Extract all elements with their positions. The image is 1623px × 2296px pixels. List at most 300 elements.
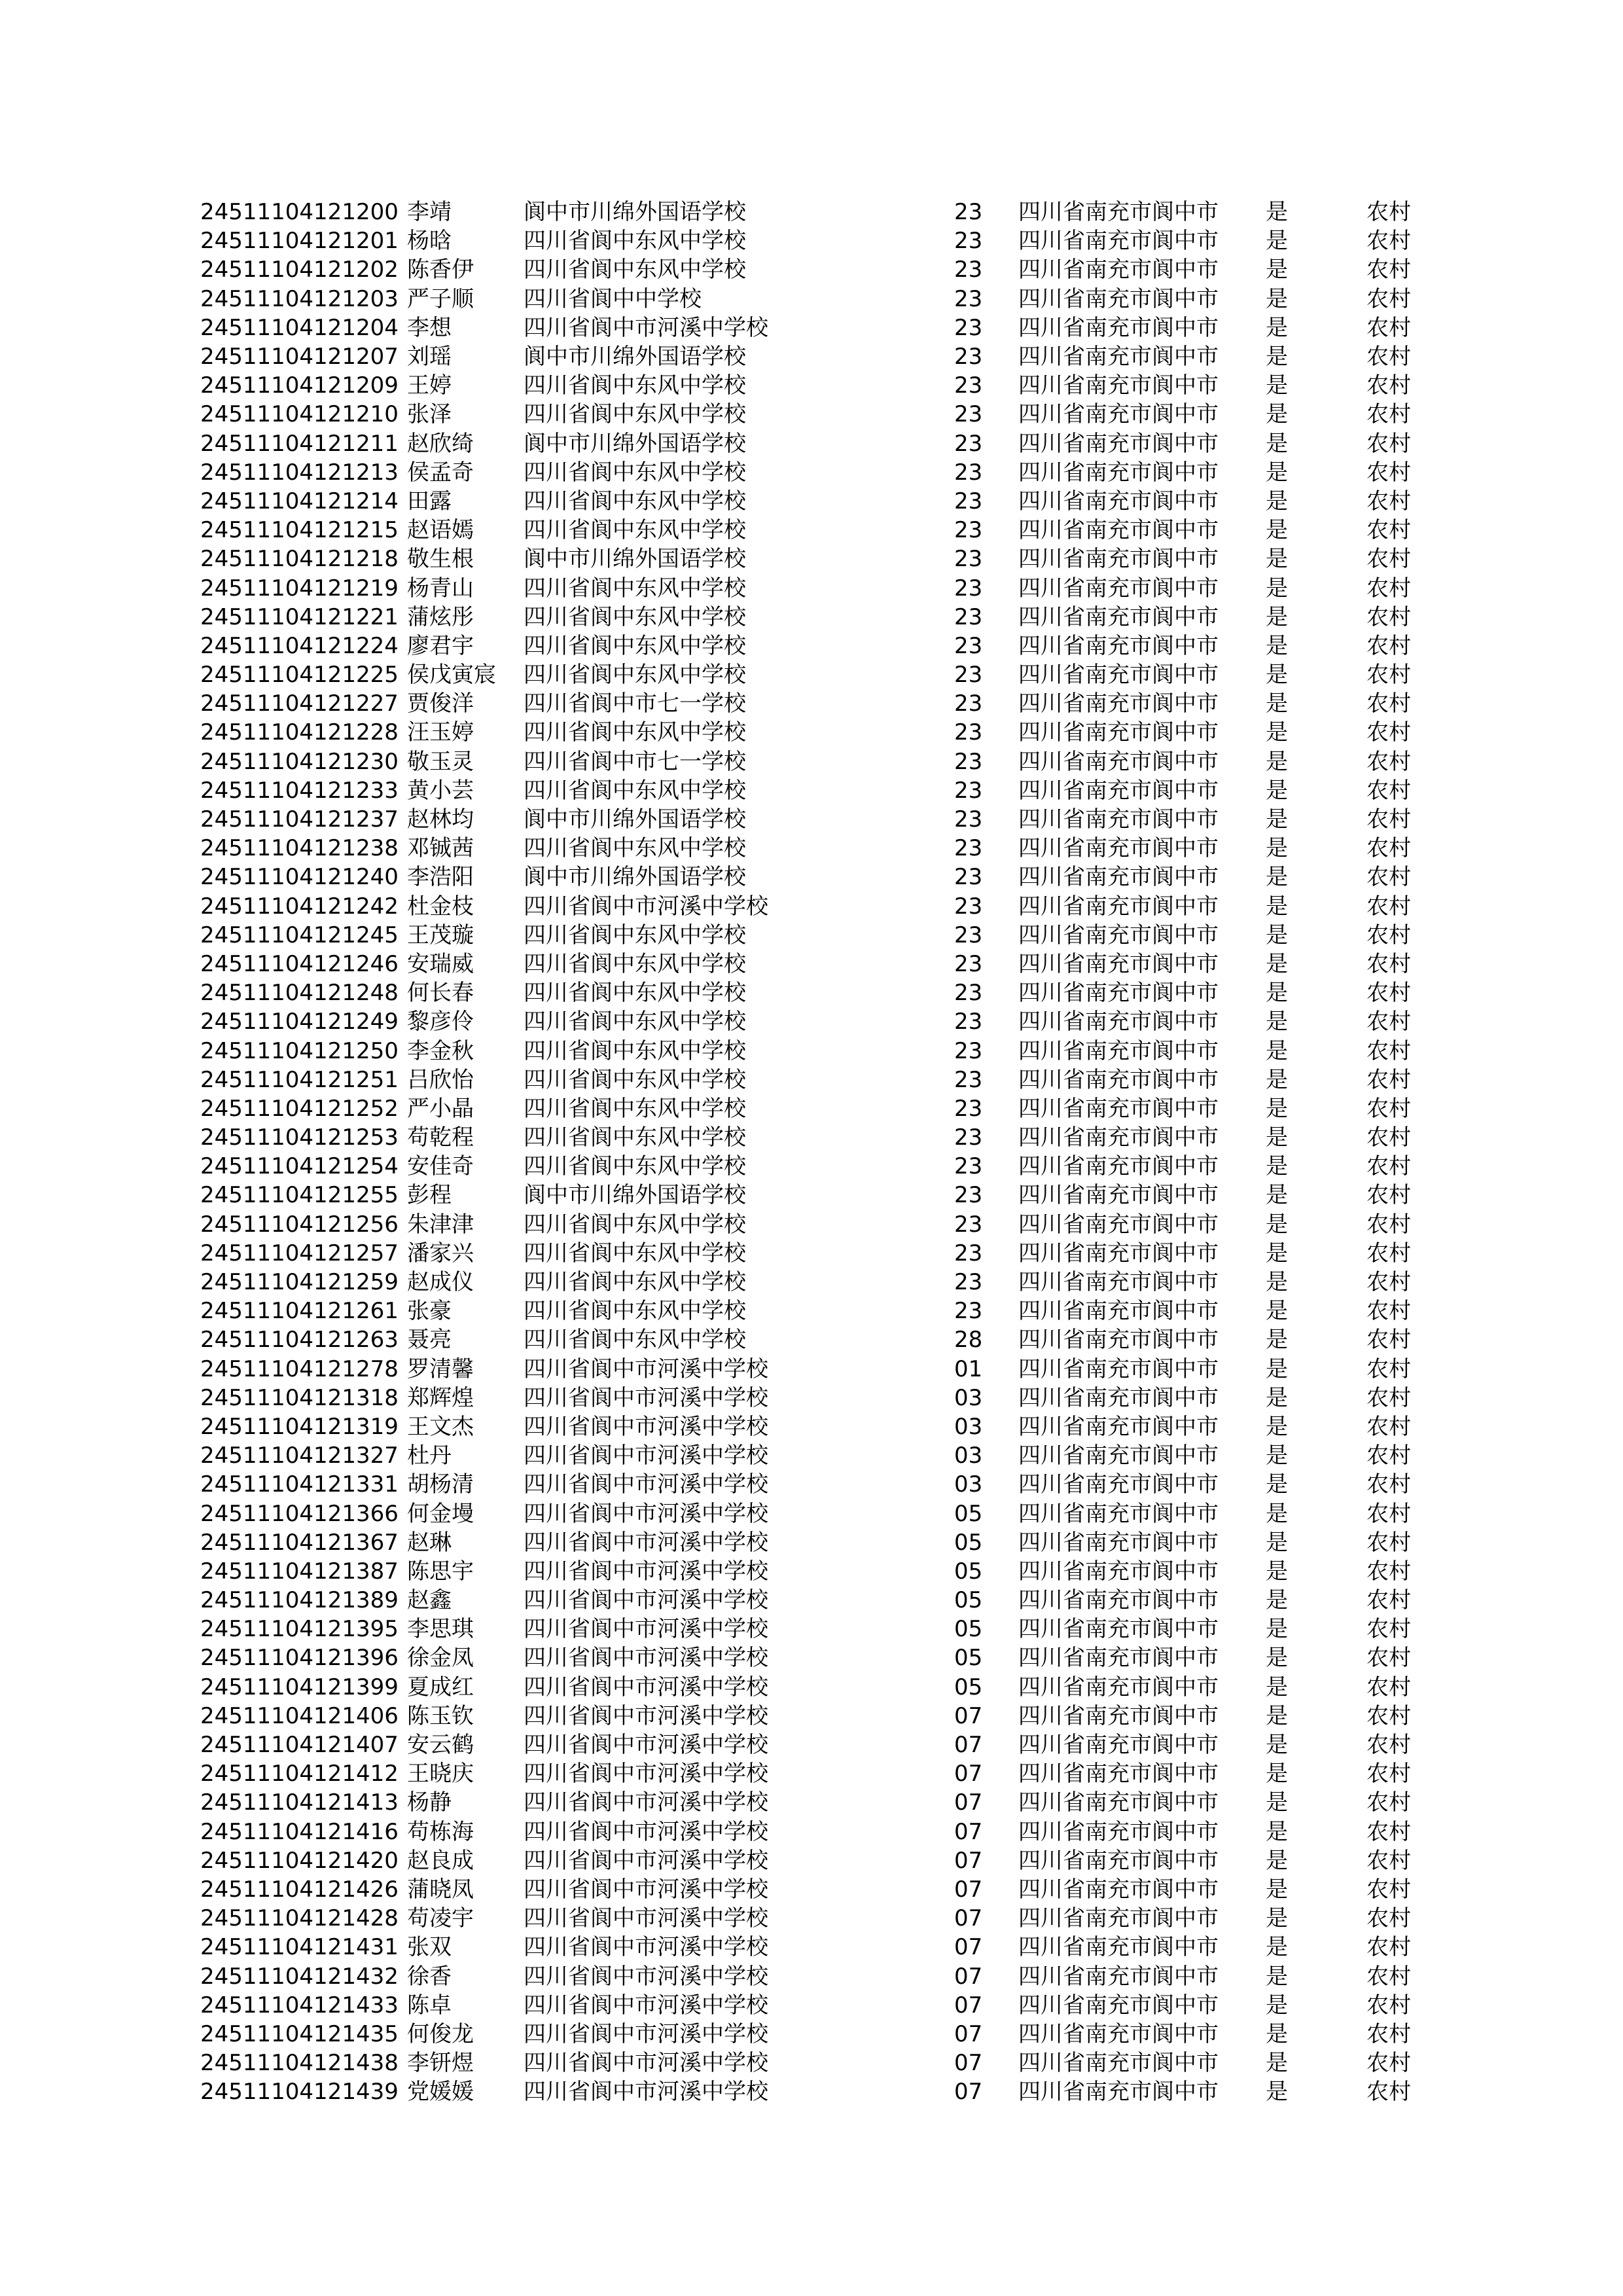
student-name-cell: 侯戊寅宸 [407, 662, 496, 689]
exam-number-cell: 24511104121200 [200, 199, 399, 226]
code-cell: 23 [954, 575, 983, 601]
area-type-cell: 农村 [1366, 1182, 1411, 1209]
student-name-cell: 李思琪 [407, 1616, 474, 1643]
region-cell: 四川省南充市阆中市 [1018, 1153, 1219, 1180]
code-cell: 23 [954, 922, 983, 948]
exam-number-cell: 24511104121214 [200, 488, 399, 514]
table-row [200, 834, 1432, 863]
flag-cell: 是 [1266, 257, 1288, 283]
table-row [200, 718, 1432, 747]
flag-cell: 是 [1266, 1066, 1288, 1093]
exam-number-cell: 24511104121251 [200, 1066, 399, 1093]
school-cell: 阆中市川绵外国语学校 [524, 344, 746, 370]
table-row [200, 573, 1432, 602]
student-name-cell: 安佳奇 [407, 1153, 474, 1180]
student-name-cell: 李金秋 [407, 1037, 474, 1064]
code-cell: 23 [954, 314, 983, 341]
code-cell: 23 [954, 632, 983, 659]
exam-number-cell: 24511104121406 [200, 1702, 399, 1729]
code-cell: 23 [954, 372, 983, 399]
flag-cell: 是 [1266, 1413, 1288, 1440]
region-cell: 四川省南充市阆中市 [1018, 401, 1219, 428]
student-name-cell: 陈玉钦 [407, 1702, 474, 1729]
school-cell: 四川省阆中中学校 [524, 285, 702, 312]
exam-number-cell: 24511104121412 [200, 1761, 399, 1787]
region-cell: 四川省南充市阆中市 [1018, 1934, 1219, 1961]
code-cell: 23 [954, 691, 983, 717]
area-type-cell: 农村 [1366, 488, 1411, 514]
region-cell: 四川省南充市阆中市 [1018, 1269, 1219, 1296]
student-name-cell: 张泽 [407, 401, 452, 428]
flag-cell: 是 [1266, 1732, 1288, 1759]
area-type-cell: 农村 [1366, 1066, 1411, 1093]
roster-body [200, 198, 1432, 2106]
school-cell: 四川省阆中市河溪中学校 [524, 1761, 768, 1787]
region-cell: 四川省南充市阆中市 [1018, 1211, 1219, 1238]
flag-cell: 是 [1266, 575, 1288, 601]
flag-cell: 是 [1266, 806, 1288, 833]
area-type-cell: 农村 [1366, 1009, 1411, 1035]
school-cell: 四川省阆中东风中学校 [524, 372, 746, 399]
area-type-cell: 农村 [1366, 1384, 1411, 1411]
area-type-cell: 农村 [1366, 691, 1411, 717]
student-name-cell: 杨青山 [407, 575, 474, 601]
region-cell: 四川省南充市阆中市 [1018, 1702, 1219, 1729]
table-row [200, 863, 1432, 891]
code-cell: 23 [954, 546, 983, 573]
student-roster-table [200, 198, 1432, 2106]
region-cell: 四川省南充市阆中市 [1018, 748, 1219, 775]
code-cell: 07 [954, 2050, 983, 2077]
student-name-cell: 吕欣怡 [407, 1066, 474, 1093]
student-name-cell: 王晓庆 [407, 1761, 474, 1787]
exam-number-cell: 24511104121433 [200, 1992, 399, 2018]
region-cell: 四川省南充市阆中市 [1018, 1182, 1219, 1209]
exam-number-cell: 24511104121221 [200, 603, 399, 630]
region-cell: 四川省南充市阆中市 [1018, 1732, 1219, 1759]
table-row [200, 458, 1432, 487]
area-type-cell: 农村 [1366, 1095, 1411, 1122]
region-cell: 四川省南充市阆中市 [1018, 1761, 1219, 1787]
region-cell: 四川省南充市阆中市 [1018, 1789, 1219, 1816]
region-cell: 四川省南充市阆中市 [1018, 1616, 1219, 1643]
exam-number-cell: 24511104121255 [200, 1182, 399, 1209]
exam-number-cell: 24511104121389 [200, 1587, 399, 1614]
table-row [200, 805, 1432, 834]
code-cell: 23 [954, 980, 983, 1007]
school-cell: 四川省阆中东风中学校 [524, 835, 746, 862]
exam-number-cell: 24511104121209 [200, 372, 399, 399]
area-type-cell: 农村 [1366, 2079, 1411, 2106]
region-cell: 四川省南充市阆中市 [1018, 1674, 1219, 1700]
table-row [200, 1528, 1432, 1557]
area-type-cell: 农村 [1366, 344, 1411, 370]
school-cell: 四川省阆中东风中学校 [524, 1124, 746, 1151]
school-cell: 四川省阆中市河溪中学校 [524, 1645, 768, 1672]
school-cell: 四川省阆中市河溪中学校 [524, 2079, 768, 2106]
code-cell: 23 [954, 662, 983, 689]
table-row [200, 1731, 1432, 1759]
region-cell: 四川省南充市阆中市 [1018, 835, 1219, 862]
area-type-cell: 农村 [1366, 257, 1411, 283]
student-name-cell: 杜丹 [407, 1443, 452, 1469]
flag-cell: 是 [1266, 777, 1288, 804]
area-type-cell: 农村 [1366, 517, 1411, 544]
region-cell: 四川省南充市阆中市 [1018, 459, 1219, 486]
area-type-cell: 农村 [1366, 1153, 1411, 1180]
flag-cell: 是 [1266, 1645, 1288, 1672]
code-cell: 07 [954, 2020, 983, 2047]
flag-cell: 是 [1266, 1211, 1288, 1238]
region-cell: 四川省南充市阆中市 [1018, 546, 1219, 573]
table-row [200, 1933, 1432, 1962]
student-name-cell: 何俊龙 [407, 2020, 474, 2047]
flag-cell: 是 [1266, 980, 1288, 1007]
table-row [200, 1499, 1432, 1528]
code-cell: 23 [954, 719, 983, 746]
student-name-cell: 赵欣绮 [407, 430, 474, 457]
table-row [200, 1643, 1432, 1672]
code-cell: 07 [954, 1963, 983, 1990]
region-cell: 四川省南充市阆中市 [1018, 719, 1219, 746]
area-type-cell: 农村 [1366, 1876, 1411, 1903]
table-row [200, 1557, 1432, 1586]
region-cell: 四川省南充市阆中市 [1018, 285, 1219, 312]
student-name-cell: 杨晗 [407, 228, 452, 255]
code-cell: 23 [954, 228, 983, 255]
area-type-cell: 农村 [1366, 1355, 1411, 1382]
school-cell: 四川省阆中东风中学校 [524, 1327, 746, 1354]
school-cell: 四川省阆中市河溪中学校 [524, 1674, 768, 1700]
flag-cell: 是 [1266, 748, 1288, 775]
code-cell: 07 [954, 1761, 983, 1787]
student-name-cell: 陈思宇 [407, 1558, 474, 1585]
flag-cell: 是 [1266, 1298, 1288, 1325]
area-type-cell: 农村 [1366, 430, 1411, 457]
area-type-cell: 农村 [1366, 1471, 1411, 1498]
code-cell: 05 [954, 1500, 983, 1527]
student-name-cell: 彭程 [407, 1182, 452, 1209]
code-cell: 23 [954, 1124, 983, 1151]
exam-number-cell: 24511104121435 [200, 2020, 399, 2047]
student-name-cell: 何长春 [407, 980, 474, 1007]
exam-number-cell: 24511104121252 [200, 1095, 399, 1122]
code-cell: 23 [954, 1066, 983, 1093]
region-cell: 四川省南充市阆中市 [1018, 372, 1219, 399]
code-cell: 07 [954, 1934, 983, 1961]
region-cell: 四川省南充市阆中市 [1018, 777, 1219, 804]
school-cell: 四川省阆中东风中学校 [524, 950, 746, 977]
flag-cell: 是 [1266, 1240, 1288, 1266]
area-type-cell: 农村 [1366, 199, 1411, 226]
exam-number-cell: 24511104121261 [200, 1298, 399, 1325]
code-cell: 23 [954, 1009, 983, 1035]
student-name-cell: 蒲晓凤 [407, 1876, 474, 1903]
student-name-cell: 罗清馨 [407, 1355, 474, 1382]
code-cell: 23 [954, 1211, 983, 1238]
region-cell: 四川省南充市阆中市 [1018, 893, 1219, 920]
exam-number-cell: 24511104121396 [200, 1645, 399, 1672]
table-row [200, 400, 1432, 429]
flag-cell: 是 [1266, 1500, 1288, 1527]
code-cell: 23 [954, 1182, 983, 1209]
school-cell: 四川省阆中市河溪中学校 [524, 1471, 768, 1498]
region-cell: 四川省南充市阆中市 [1018, 257, 1219, 283]
school-cell: 四川省阆中东风中学校 [524, 1240, 746, 1266]
table-row [200, 1066, 1432, 1094]
student-name-cell: 刘瑶 [407, 344, 452, 370]
region-cell: 四川省南充市阆中市 [1018, 1471, 1219, 1498]
flag-cell: 是 [1266, 1847, 1288, 1874]
exam-number-cell: 24511104121319 [200, 1413, 399, 1440]
code-cell: 23 [954, 285, 983, 312]
area-type-cell: 农村 [1366, 632, 1411, 659]
flag-cell: 是 [1266, 1037, 1288, 1064]
region-cell: 四川省南充市阆中市 [1018, 1529, 1219, 1556]
code-cell: 23 [954, 199, 983, 226]
table-row [200, 1036, 1432, 1065]
exam-number-cell: 24511104121210 [200, 401, 399, 428]
table-row [200, 921, 1432, 950]
area-type-cell: 农村 [1366, 1298, 1411, 1325]
area-type-cell: 农村 [1366, 2020, 1411, 2047]
school-cell: 四川省阆中东风中学校 [524, 632, 746, 659]
code-cell: 28 [954, 1327, 983, 1354]
table-row [200, 1355, 1432, 1384]
area-type-cell: 农村 [1366, 1645, 1411, 1672]
school-cell: 四川省阆中市河溪中学校 [524, 1443, 768, 1469]
area-type-cell: 农村 [1366, 1558, 1411, 1585]
school-cell: 四川省阆中东风中学校 [524, 1066, 746, 1093]
region-cell: 四川省南充市阆中市 [1018, 1095, 1219, 1122]
table-row [200, 660, 1432, 689]
exam-number-cell: 24511104121204 [200, 314, 399, 341]
flag-cell: 是 [1266, 285, 1288, 312]
table-row [200, 1586, 1432, 1615]
exam-number-cell: 24511104121219 [200, 575, 399, 601]
area-type-cell: 农村 [1366, 285, 1411, 312]
code-cell: 05 [954, 1587, 983, 1614]
flag-cell: 是 [1266, 459, 1288, 486]
code-cell: 07 [954, 1992, 983, 2018]
region-cell: 四川省南充市阆中市 [1018, 199, 1219, 226]
student-name-cell: 赵语嫣 [407, 517, 474, 544]
code-cell: 23 [954, 864, 983, 891]
table-row [200, 1759, 1432, 1788]
table-row [200, 1673, 1432, 1702]
exam-number-cell: 24511104121431 [200, 1934, 399, 1961]
region-cell: 四川省南充市阆中市 [1018, 2050, 1219, 2077]
flag-cell: 是 [1266, 1963, 1288, 1990]
student-name-cell: 张双 [407, 1934, 452, 1961]
table-row [200, 2049, 1432, 2077]
student-name-cell: 胡杨清 [407, 1471, 474, 1498]
area-type-cell: 农村 [1366, 1037, 1411, 1064]
region-cell: 四川省南充市阆中市 [1018, 691, 1219, 717]
area-type-cell: 农村 [1366, 950, 1411, 977]
flag-cell: 是 [1266, 662, 1288, 689]
exam-number-cell: 24511104121203 [200, 285, 399, 312]
flag-cell: 是 [1266, 691, 1288, 717]
flag-cell: 是 [1266, 1934, 1288, 1961]
code-cell: 07 [954, 1789, 983, 1816]
school-cell: 四川省阆中市河溪中学校 [524, 1702, 768, 1729]
region-cell: 四川省南充市阆中市 [1018, 662, 1219, 689]
table-row [200, 1007, 1432, 1036]
region-cell: 四川省南充市阆中市 [1018, 1327, 1219, 1354]
exam-number-cell: 24511104121256 [200, 1211, 399, 1238]
student-name-cell: 何金墁 [407, 1500, 474, 1527]
school-cell: 阆中市川绵外国语学校 [524, 546, 746, 573]
student-name-cell: 陈卓 [407, 1992, 452, 2018]
school-cell: 四川省阆中市河溪中学校 [524, 2020, 768, 2047]
exam-number-cell: 24511104121201 [200, 228, 399, 255]
region-cell: 四川省南充市阆中市 [1018, 922, 1219, 948]
region-cell: 四川省南充市阆中市 [1018, 2079, 1219, 2106]
area-type-cell: 农村 [1366, 777, 1411, 804]
code-cell: 23 [954, 893, 983, 920]
flag-cell: 是 [1266, 1153, 1288, 1180]
table-row [200, 950, 1432, 978]
code-cell: 23 [954, 1298, 983, 1325]
area-type-cell: 农村 [1366, 1732, 1411, 1759]
flag-cell: 是 [1266, 632, 1288, 659]
school-cell: 阆中市川绵外国语学校 [524, 199, 746, 226]
exam-number-cell: 24511104121395 [200, 1616, 399, 1643]
table-row [200, 1210, 1432, 1239]
school-cell: 四川省阆中市河溪中学校 [524, 1963, 768, 1990]
code-cell: 05 [954, 1616, 983, 1643]
flag-cell: 是 [1266, 1761, 1288, 1787]
area-type-cell: 农村 [1366, 228, 1411, 255]
region-cell: 四川省南充市阆中市 [1018, 1992, 1219, 2018]
school-cell: 四川省阆中东风中学校 [524, 777, 746, 804]
flag-cell: 是 [1266, 546, 1288, 573]
student-name-cell: 张豪 [407, 1298, 452, 1325]
table-row [200, 255, 1432, 284]
table-row [200, 545, 1432, 573]
exam-number-cell: 24511104121218 [200, 546, 399, 573]
table-row [200, 2020, 1432, 2049]
school-cell: 阆中市川绵外国语学校 [524, 806, 746, 833]
table-row [200, 1441, 1432, 1470]
area-type-cell: 农村 [1366, 662, 1411, 689]
area-type-cell: 农村 [1366, 1443, 1411, 1469]
code-cell: 23 [954, 257, 983, 283]
table-row [200, 1818, 1432, 1846]
school-cell: 四川省阆中东风中学校 [524, 488, 746, 514]
area-type-cell: 农村 [1366, 1211, 1411, 1238]
school-cell: 四川省阆中市河溪中学校 [524, 893, 768, 920]
table-row [200, 978, 1432, 1007]
table-row [200, 342, 1432, 371]
flag-cell: 是 [1266, 950, 1288, 977]
exam-number-cell: 24511104121230 [200, 748, 399, 775]
flag-cell: 是 [1266, 893, 1288, 920]
area-type-cell: 农村 [1366, 2050, 1411, 2077]
flag-cell: 是 [1266, 488, 1288, 514]
student-name-cell: 黎彦伶 [407, 1009, 474, 1035]
student-name-cell: 赵良成 [407, 1847, 474, 1874]
flag-cell: 是 [1266, 1124, 1288, 1151]
area-type-cell: 农村 [1366, 980, 1411, 1007]
exam-number-cell: 24511104121263 [200, 1327, 399, 1354]
table-row [200, 1268, 1432, 1297]
region-cell: 四川省南充市阆中市 [1018, 1355, 1219, 1382]
school-cell: 四川省阆中东风中学校 [524, 662, 746, 689]
student-name-cell: 杜金枝 [407, 893, 474, 920]
region-cell: 四川省南充市阆中市 [1018, 575, 1219, 601]
exam-number-cell: 24511104121367 [200, 1529, 399, 1556]
table-row [200, 1152, 1432, 1181]
table-row [200, 314, 1432, 342]
exam-number-cell: 24511104121331 [200, 1471, 399, 1498]
school-cell: 四川省阆中市河溪中学校 [524, 1789, 768, 1816]
flag-cell: 是 [1266, 1992, 1288, 2018]
exam-number-cell: 24511104121213 [200, 459, 399, 486]
area-type-cell: 农村 [1366, 1789, 1411, 1816]
flag-cell: 是 [1266, 864, 1288, 891]
exam-number-cell: 24511104121253 [200, 1124, 399, 1151]
area-type-cell: 农村 [1366, 1240, 1411, 1266]
exam-number-cell: 24511104121249 [200, 1009, 399, 1035]
area-type-cell: 农村 [1366, 401, 1411, 428]
area-type-cell: 农村 [1366, 603, 1411, 630]
flag-cell: 是 [1266, 603, 1288, 630]
code-cell: 07 [954, 1905, 983, 1932]
area-type-cell: 农村 [1366, 1761, 1411, 1787]
school-cell: 四川省阆中东风中学校 [524, 459, 746, 486]
exam-number-cell: 24511104121250 [200, 1037, 399, 1064]
student-name-cell: 赵林均 [407, 806, 474, 833]
code-cell: 23 [954, 950, 983, 977]
student-name-cell: 赵成仪 [407, 1269, 474, 1296]
school-cell: 四川省阆中东风中学校 [524, 1269, 746, 1296]
student-name-cell: 蒲炫彤 [407, 603, 474, 630]
area-type-cell: 农村 [1366, 575, 1411, 601]
region-cell: 四川省南充市阆中市 [1018, 1876, 1219, 1903]
table-row [200, 1846, 1432, 1875]
table-row [200, 1325, 1432, 1354]
exam-number-cell: 24511104121248 [200, 980, 399, 1007]
school-cell: 四川省阆中东风中学校 [524, 1211, 746, 1238]
code-cell: 05 [954, 1529, 983, 1556]
area-type-cell: 农村 [1366, 459, 1411, 486]
school-cell: 四川省阆中市河溪中学校 [524, 1558, 768, 1585]
code-cell: 07 [954, 1876, 983, 1903]
school-cell: 四川省阆中东风中学校 [524, 1095, 746, 1122]
code-cell: 23 [954, 806, 983, 833]
exam-number-cell: 24511104121207 [200, 344, 399, 370]
code-cell: 23 [954, 1240, 983, 1266]
flag-cell: 是 [1266, 1558, 1288, 1585]
student-name-cell: 李想 [407, 314, 452, 341]
school-cell: 四川省阆中东风中学校 [524, 1298, 746, 1325]
student-name-cell: 安云鹤 [407, 1732, 474, 1759]
table-row [200, 516, 1432, 545]
school-cell: 四川省阆中市河溪中学校 [524, 2050, 768, 2077]
area-type-cell: 农村 [1366, 1963, 1411, 1990]
flag-cell: 是 [1266, 1587, 1288, 1614]
region-cell: 四川省南充市阆中市 [1018, 344, 1219, 370]
school-cell: 四川省阆中东风中学校 [524, 922, 746, 948]
region-cell: 四川省南充市阆中市 [1018, 1587, 1219, 1614]
student-name-cell: 廖君宇 [407, 632, 474, 659]
code-cell: 03 [954, 1384, 983, 1411]
school-cell: 四川省阆中市河溪中学校 [524, 1876, 768, 1903]
school-cell: 四川省阆中市河溪中学校 [524, 1500, 768, 1527]
flag-cell: 是 [1266, 1616, 1288, 1643]
